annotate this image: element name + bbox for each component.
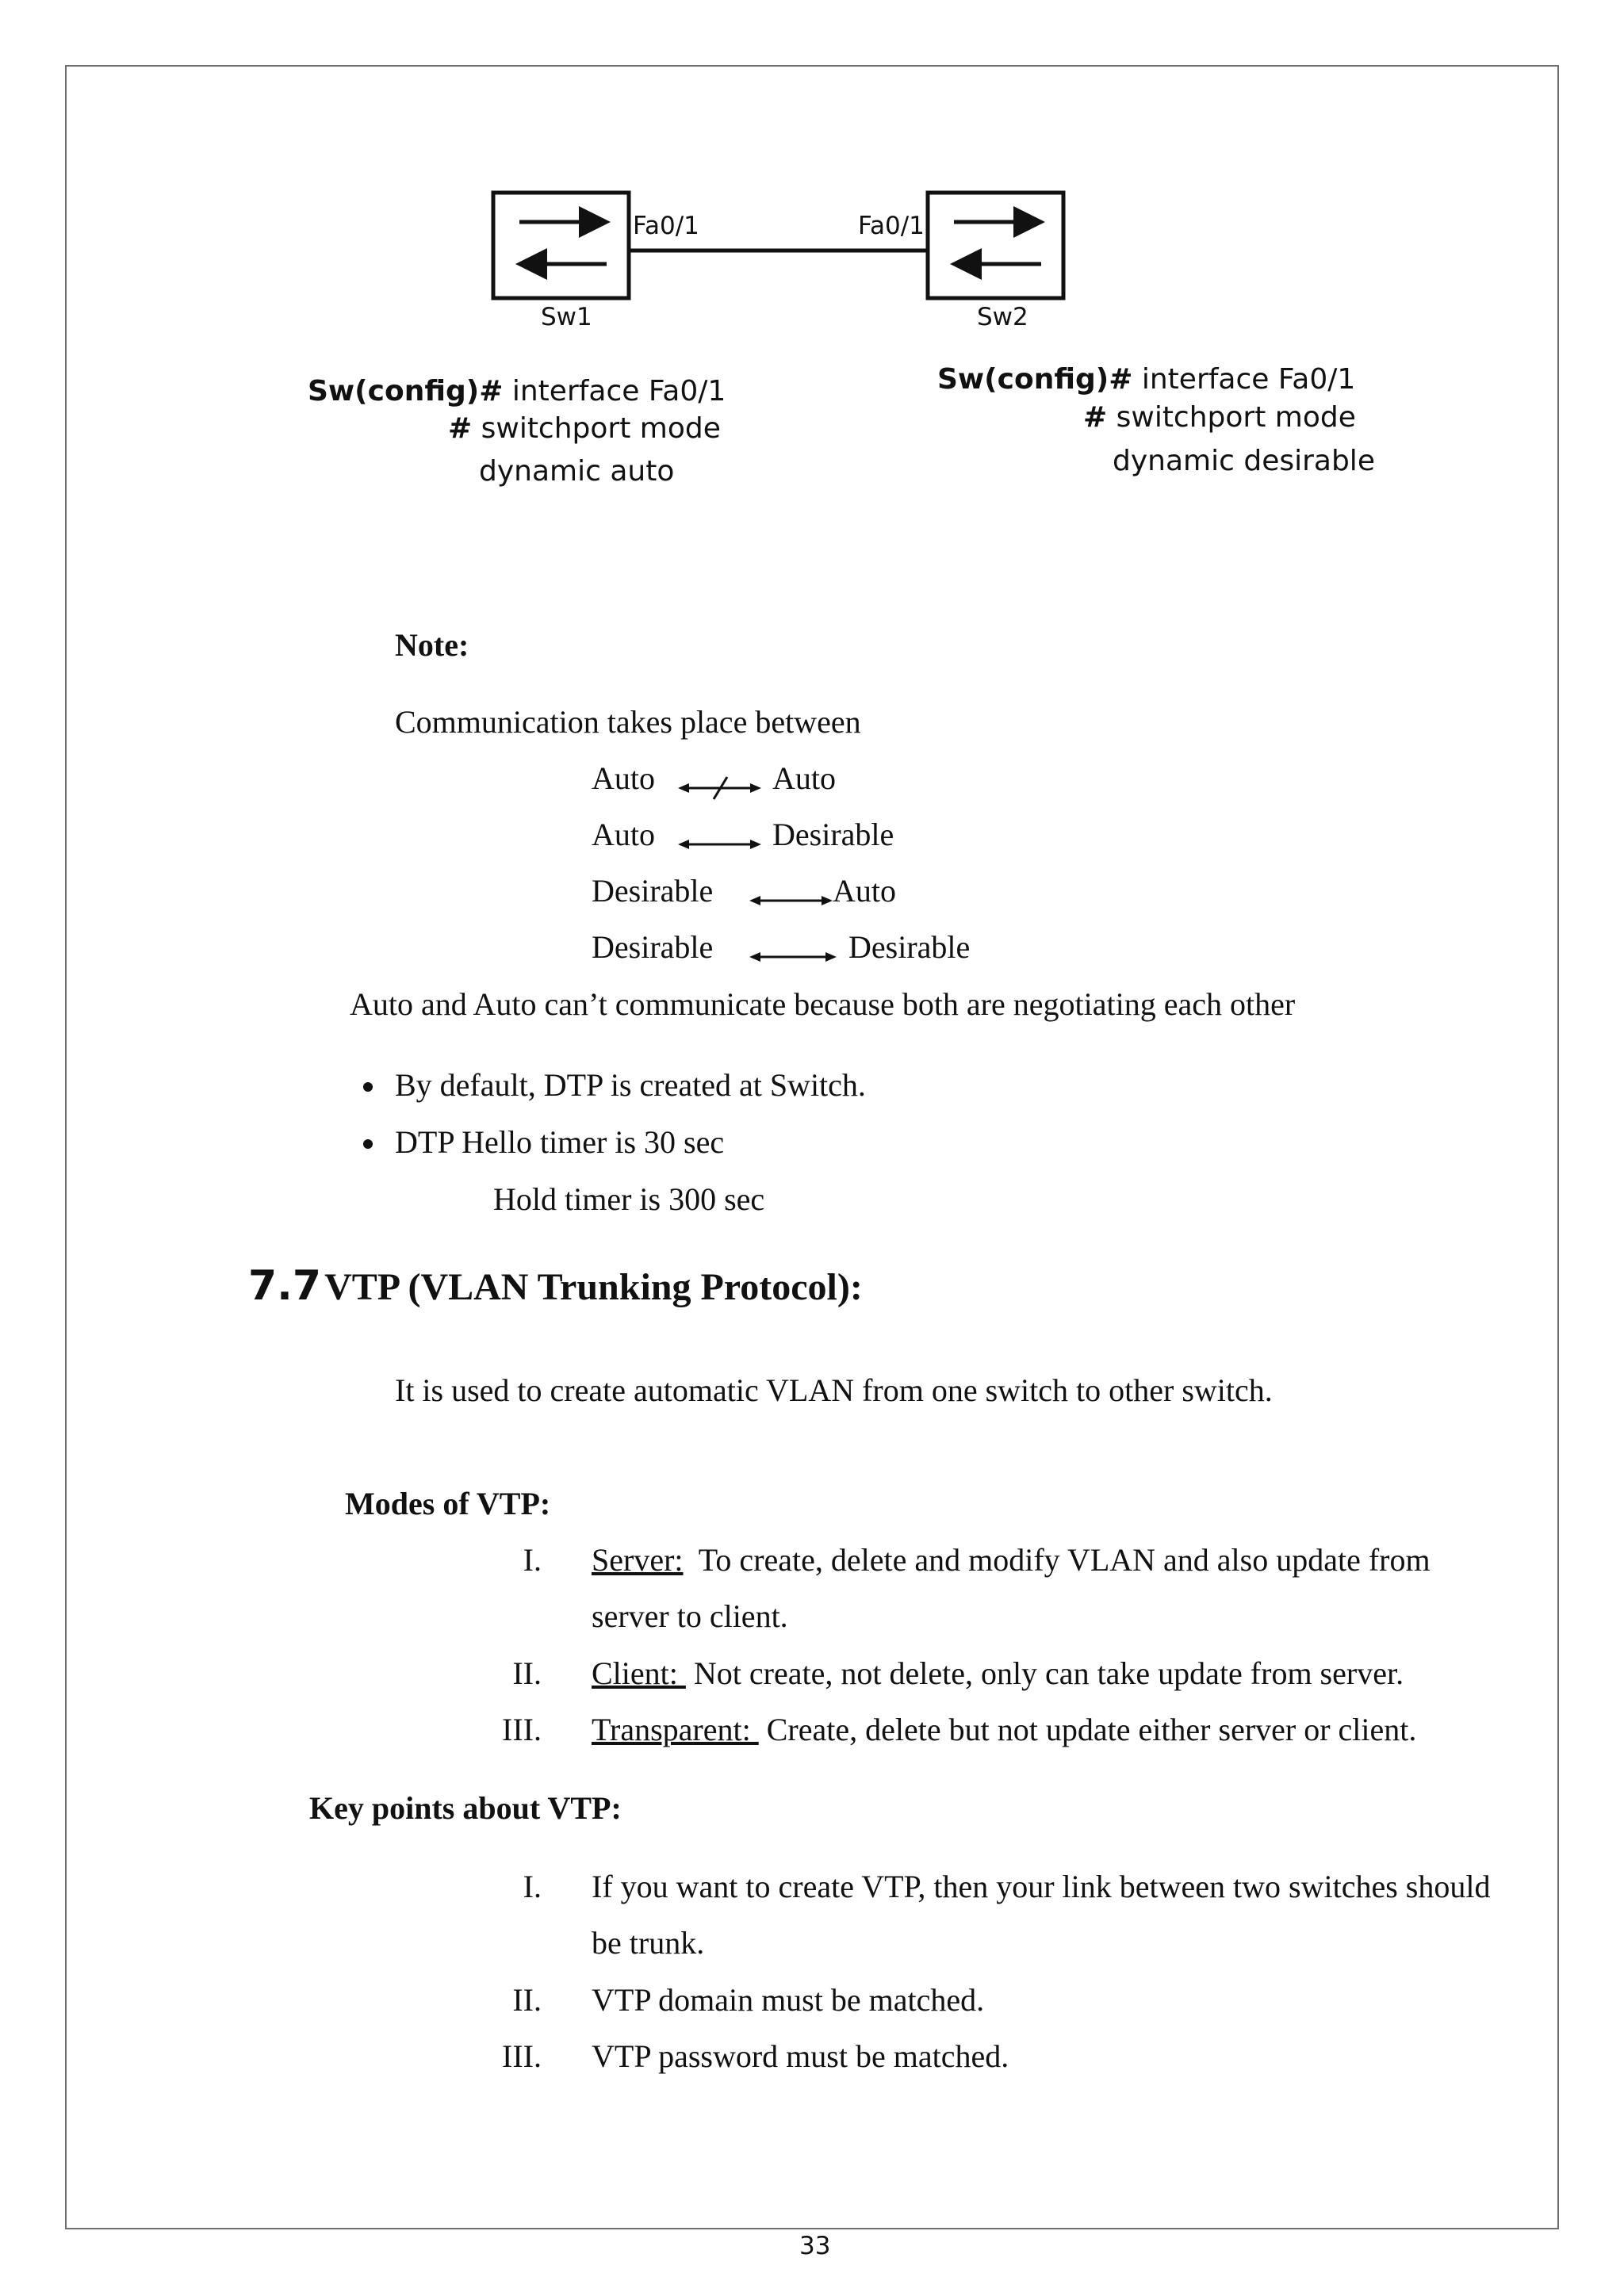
config-right-line2 [1083,401,1356,434]
pair-1-right: Auto [772,760,836,796]
switch-sw1-icon [493,193,629,298]
modes-heading: Modes of VTP: [345,1486,551,1521]
config-left-line2 [448,412,721,445]
key-point-continuation: be trunk. [592,1925,705,1961]
bullet-icon [363,1082,373,1092]
config-hash: # [448,412,473,445]
pair-3-right: Auto [833,873,896,909]
config-left-line3: dynamic auto [479,455,675,488]
config-command: switchport mode [472,412,721,445]
key-point-text: If you want to create VTP, then your link between two switches should [592,1869,1491,1904]
note-explanation: Auto and Auto can’t communicate because both are negotiating each other [350,986,1296,1022]
mode-numeral: III. [502,1712,542,1747]
config-command: interface Fa0/1 [1132,363,1356,396]
pair-2-right: Desirable [772,817,894,852]
pair-3-left: Desirable [592,873,714,909]
mode-term: Server: [592,1542,684,1578]
key-point-numeral: III. [502,2038,542,2074]
page-number: 33 [799,2232,831,2260]
note-heading: Note: [395,627,469,663]
right-port-label: Fa0/1 [858,212,925,240]
bullet-item: By default, DTP is created at Switch. [395,1067,866,1103]
key-point-numeral: I. [523,1869,542,1904]
pair-4-left: Desirable [592,929,714,965]
key-point-text: VTP password must be matched. [592,2038,1009,2074]
mode-text: Not create, not delete, only can take update from server. [685,1655,1404,1691]
bidirectional-arrow-icon [749,944,837,970]
section-number: 7.7 [248,1262,322,1310]
bullet-icon [363,1139,373,1149]
key-point-text: VTP domain must be matched. [592,1982,985,2018]
mode-text: To create, delete and modify VLAN and also update from [683,1542,1431,1578]
pair-2-left: Auto [592,817,655,852]
mode-continuation: server to client. [592,1598,788,1634]
config-hash: # [1083,401,1108,434]
mode-numeral: II. [512,1655,542,1691]
mode-client [592,1655,1404,1692]
blocked-arrow-icon [678,775,761,801]
section-title: VTP (VLAN Trunking Protocol): [324,1266,863,1308]
mode-text: Create, delete but not update either server or client. [758,1712,1417,1747]
mode-numeral: I. [523,1542,542,1578]
config-command: interface Fa0/1 [503,375,726,408]
section-description: It is used to create automatic VLAN from one switch to other switch. [395,1372,1273,1408]
mode-server [592,1541,1431,1578]
config-prompt: Sw(config)# [937,363,1133,396]
left-port-label: Fa0/1 [633,212,699,240]
network-diagram [0,0,1624,333]
sw2-label: Sw2 [977,303,1028,331]
bidirectional-arrow-icon [749,888,833,913]
bidirectional-arrow-icon [678,832,761,857]
config-left-line1 [308,375,726,408]
config-prompt: Sw(config)# [308,375,504,408]
note-intro: Communication takes place between [395,704,861,740]
hold-timer-text: Hold timer is 300 sec [493,1181,765,1217]
key-point-numeral: II. [512,1982,542,2018]
sw1-label: Sw1 [541,303,592,331]
mode-term: Client: [592,1655,686,1691]
section-heading [248,1262,863,1310]
pair-4-right: Desirable [848,929,971,965]
key-points-heading: Key points about VTP: [309,1790,622,1826]
config-right-line3: dynamic desirable [1113,445,1375,477]
mode-transparent [592,1711,1416,1748]
pair-1-left: Auto [592,760,655,796]
bullet-item: DTP Hello timer is 30 sec [395,1124,725,1160]
switch-sw2-icon [928,193,1063,298]
config-right-line1 [937,363,1355,396]
mode-term: Transparent: [592,1712,759,1747]
config-command: switchport mode [1107,401,1356,434]
